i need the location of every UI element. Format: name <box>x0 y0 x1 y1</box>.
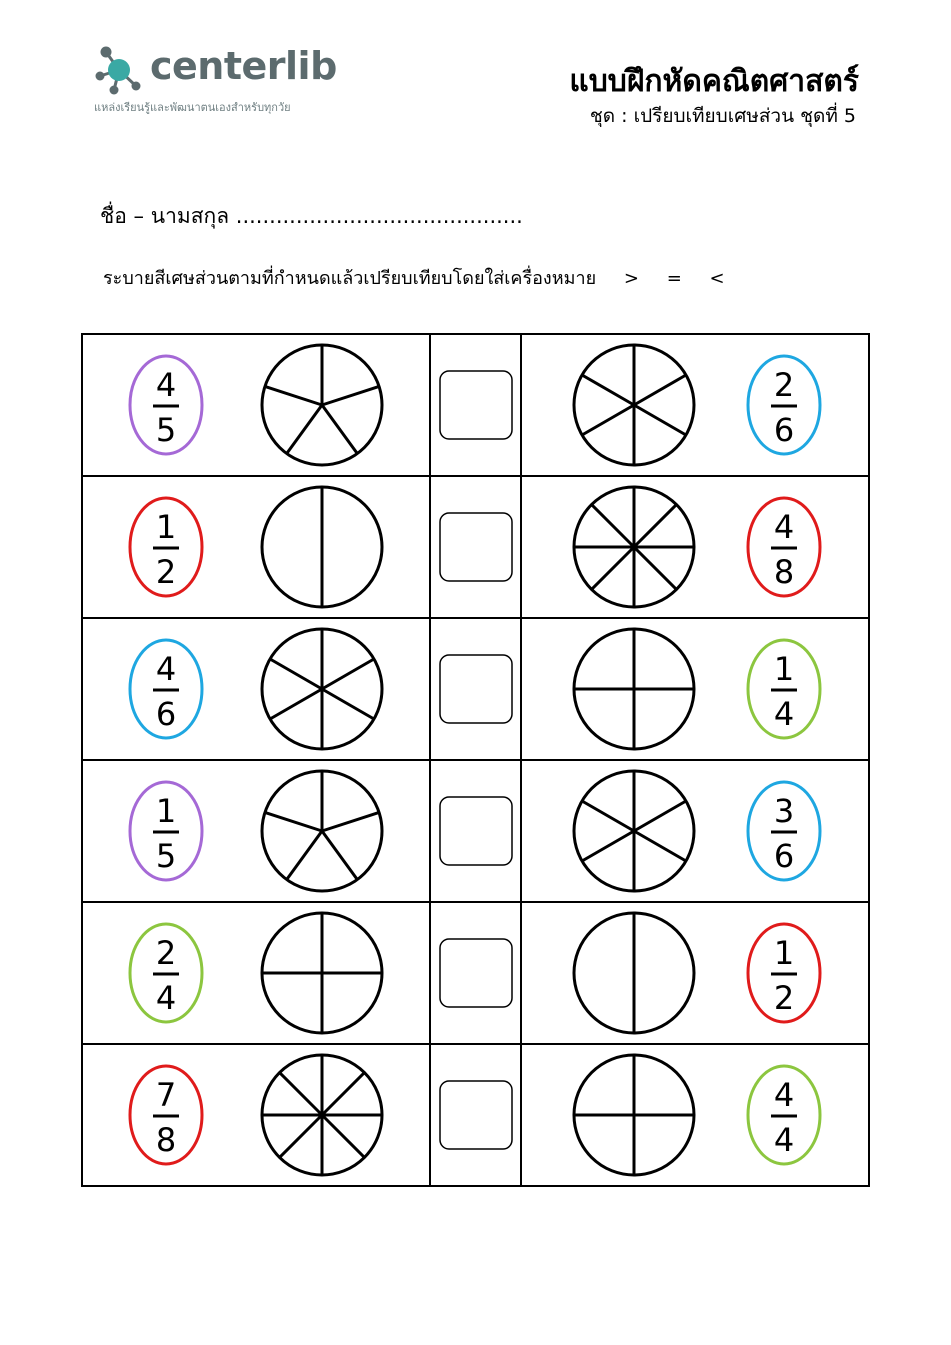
right-circle-4 <box>574 771 694 891</box>
equal-symbol: = <box>666 268 682 289</box>
left-fraction-4 <box>130 782 202 880</box>
fraction-denominator: 4 <box>773 1121 795 1159</box>
left-fraction-2 <box>130 498 202 596</box>
left-circle-5 <box>262 913 382 1033</box>
logo-wordmark: centerlib <box>150 44 337 88</box>
less-than-symbol: < <box>709 268 725 289</box>
left-fraction-6 <box>130 1066 202 1164</box>
answer-box-4[interactable] <box>440 797 512 865</box>
fraction-numerator: 1 <box>773 934 795 972</box>
right-fraction-4 <box>748 782 820 880</box>
fraction-numerator: 1 <box>155 792 177 830</box>
left-circle-6 <box>262 1055 382 1175</box>
fraction-numerator: 2 <box>155 934 177 972</box>
right-circle-6 <box>574 1055 694 1175</box>
right-fraction-2 <box>748 498 820 596</box>
left-fraction-1 <box>130 356 202 454</box>
worksheet-subtitle: ชุด : เปรียบเทียบเศษส่วน ชุดที่ 5 <box>589 105 856 127</box>
fraction-denominator: 8 <box>155 1121 177 1159</box>
fraction-denominator: 4 <box>155 979 177 1017</box>
right-circle-5 <box>574 913 694 1033</box>
fraction-numerator: 1 <box>155 508 177 546</box>
fraction-numerator: 4 <box>155 650 177 688</box>
left-circle-1 <box>262 345 382 465</box>
left-circle-3 <box>262 629 382 749</box>
fraction-denominator: 6 <box>155 695 177 733</box>
fraction-denominator: 6 <box>773 837 795 875</box>
fraction-numerator: 4 <box>773 1076 795 1114</box>
fraction-numerator: 4 <box>155 366 177 404</box>
answer-box-6[interactable] <box>440 1081 512 1149</box>
fraction-numerator: 3 <box>773 792 795 830</box>
right-circle-2 <box>574 487 694 607</box>
right-fraction-6 <box>748 1066 820 1164</box>
left-circle-2 <box>262 487 382 607</box>
answer-box-5[interactable] <box>440 939 512 1007</box>
right-circle-3 <box>574 629 694 749</box>
fraction-numerator: 2 <box>773 366 795 404</box>
left-circle-4 <box>262 771 382 891</box>
greater-than-symbol: > <box>623 268 639 289</box>
student-name-field[interactable]: ชื่อ – นามสกุล ........................................... <box>100 204 523 228</box>
left-fraction-3 <box>130 640 202 738</box>
fraction-denominator: 8 <box>773 553 795 591</box>
answer-box-1[interactable] <box>440 371 512 439</box>
logo-tagline: แหล่งเรียนรู้และพัฒนาตนเองสำหรับทุกวัย <box>94 101 291 114</box>
fraction-numerator: 4 <box>773 508 795 546</box>
fraction-denominator: 5 <box>155 411 177 449</box>
fraction-numerator: 7 <box>155 1076 177 1114</box>
fraction-denominator: 2 <box>155 553 177 591</box>
right-fraction-1 <box>748 356 820 454</box>
worksheet-title: แบบฝึกหัดคณิตศาสตร์ <box>569 64 859 99</box>
instruction-text: ระบายสีเศษส่วนตามที่กำหนดแล้วเปรียบเทียบโดยใส่เครื่องหมาย <box>103 268 597 289</box>
answer-box-2[interactable] <box>440 513 512 581</box>
fraction-denominator: 6 <box>773 411 795 449</box>
fraction-denominator: 2 <box>773 979 795 1017</box>
left-fraction-5 <box>130 924 202 1022</box>
fraction-denominator: 5 <box>155 837 177 875</box>
right-fraction-5 <box>748 924 820 1022</box>
right-fraction-3 <box>748 640 820 738</box>
right-circle-1 <box>574 345 694 465</box>
fraction-numerator: 1 <box>773 650 795 688</box>
answer-box-3[interactable] <box>440 655 512 723</box>
fraction-denominator: 4 <box>773 695 795 733</box>
